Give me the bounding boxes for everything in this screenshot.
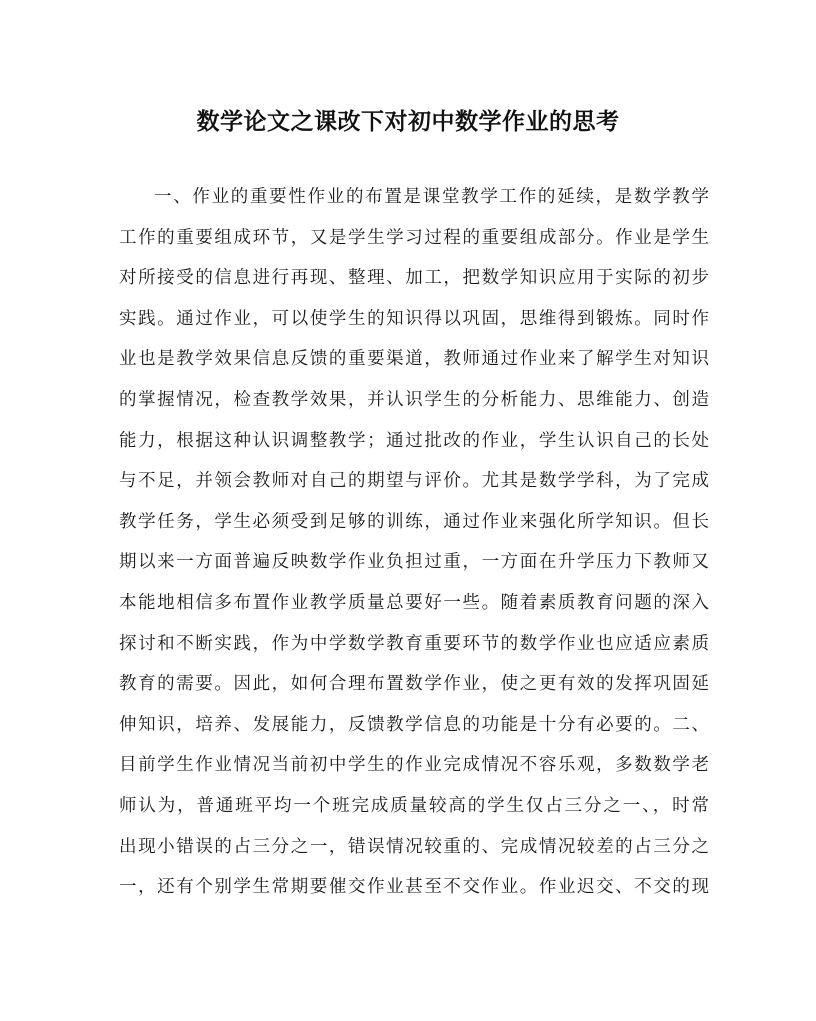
- paragraph-line: 对所接受的信息进行再现、整理、加工，把数学知识应用于实际的初步: [119, 268, 709, 289]
- paragraph-line: 工作的重要组成环节，又是学生学习过程的重要组成部分。作业是学生: [119, 227, 709, 248]
- paragraph-line: 与不足，并领会教师对自己的期望与评价。尤其是数学学科，为了完成: [119, 471, 709, 492]
- document-title: 数学论文之课改下对初中数学作业的思考: [196, 108, 620, 135]
- paragraph-line: 业也是教学效果信息反馈的重要渠道，教师通过作业来了解学生对知识: [119, 349, 709, 370]
- paragraph-line: 本能地相信多布置作业教学质量总要好一些。随着素质教育问题的深入: [119, 592, 709, 613]
- paragraph-line: 探讨和不断实践，作为中学数学教育重要环节的数学作业也应适应素质: [119, 633, 709, 654]
- document-body: [119, 177, 709, 908]
- paragraph-line: 的掌握情况，检查教学效果，并认识学生的分析能力、思维能力、创造: [119, 389, 709, 410]
- paragraph-line: 目前学生作业情况当前初中学生的作业完成情况不容乐观，多数数学老: [119, 755, 709, 776]
- paragraph-line: 一、作业的重要性作业的布置是课堂教学工作的延续，是数学教学: [154, 187, 709, 207]
- paragraph-line: 伸知识，培养、发展能力，反馈教学信息的功能是十分有必要的。二、: [119, 714, 709, 735]
- paragraph-line: 出现小错误的占三分之一，错误情况较重的、完成情况较差的占三分之: [119, 836, 709, 857]
- paragraph-line: 实践。通过作业，可以使学生的知识得以巩固，思维得到锻炼。同时作: [119, 308, 709, 329]
- paragraph-line: 能力，根据这种认识调整教学；通过批改的作业，学生认识自己的长处: [119, 430, 709, 451]
- paragraph-line: 教育的需要。因此，如何合理布置数学作业，使之更有效的发挥巩固延: [119, 674, 709, 695]
- paragraph-line: 一，还有个别学生常期要催交作业甚至不交作业。作业迟交、不交的现: [119, 877, 709, 898]
- paragraph-line: 期以来一方面普遍反映数学作业负担过重，一方面在升学压力下教师又: [119, 552, 709, 573]
- paragraph-line: 教学任务，学生必须受到足够的训练，通过作业来强化所学知识。但长: [119, 511, 709, 532]
- paragraph-line: 师认为，普通班平均一个班完成质量较高的学生仅占三分之一、，时常: [119, 795, 709, 816]
